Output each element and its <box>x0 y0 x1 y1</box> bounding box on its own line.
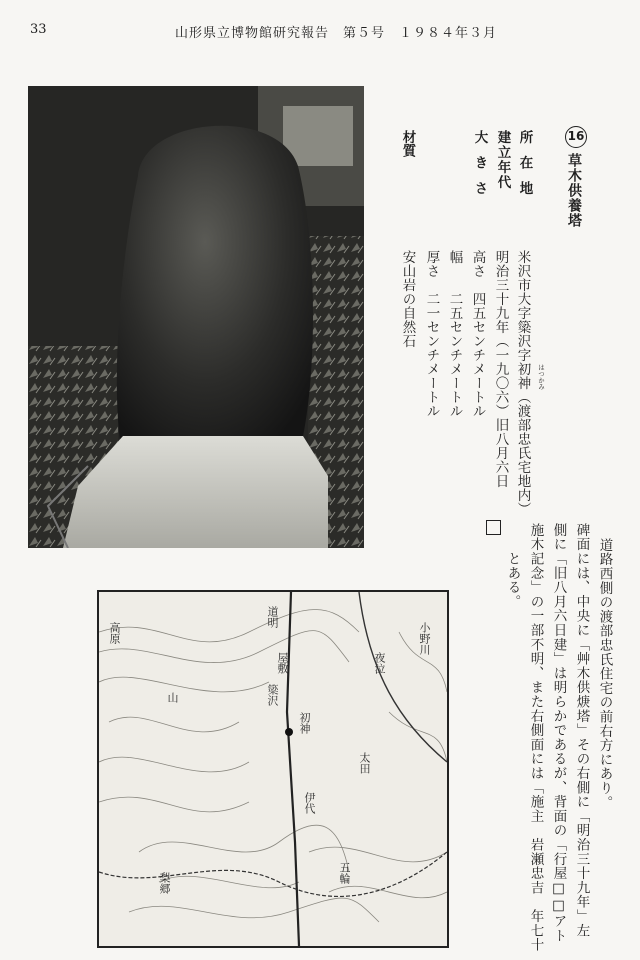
entry-number: 16 <box>565 126 587 148</box>
body-paragraph-line: 碑面には、中央に「艸木供焿塔」その右側に「明治三十九年」左 <box>573 523 590 938</box>
body-paragraph-line: 施木記念」の一部不明、また右側面には「施主 岩瀬忠吉 年七十 <box>527 523 544 952</box>
monument-photo <box>28 86 364 548</box>
furigana: はつかみ <box>537 364 545 390</box>
field-label: 建立年代 <box>494 130 511 190</box>
field-value: 高さ 四五センチメートル <box>469 250 486 418</box>
body-paragraph-line: 道路西側の渡部忠氏住宅の前右方にあり。 <box>596 538 613 810</box>
field-label: 所在地 <box>516 130 533 207</box>
field-value: 明治三十九年（一九〇六）旧八月六日 <box>492 250 509 488</box>
entry-title: 草木供養塔 <box>566 153 582 228</box>
field-value: 厚さ 二一センチメートル <box>423 250 440 418</box>
map-label: 屋敷 <box>276 652 289 674</box>
map-label: 太田 <box>358 752 371 774</box>
page-header <box>0 22 640 46</box>
body-paragraph-line: とある。 <box>504 523 521 609</box>
map-label: 山 <box>166 692 179 703</box>
map-label: 夜泣 <box>373 652 386 674</box>
field-value: 幅 二五センチメートル <box>446 250 463 418</box>
map-label: 簗沢 <box>266 684 279 706</box>
map-label: 道明 <box>266 606 279 628</box>
map-label: 五輪 <box>338 862 351 884</box>
field-value: 米沢市大字簗沢字初神（渡部忠氏宅地内） <box>514 250 531 516</box>
body-paragraph-line: 側に「旧八月六日建」は明らかであるが、背面の「行屋□□アト <box>550 523 567 943</box>
journal-title: 山形県立博物館研究報告 第５号 １９８４年３月 <box>175 26 498 41</box>
field-label: 材質 <box>399 130 416 157</box>
field-value: 安山岩の自然石 <box>399 250 416 348</box>
page-number: 33 <box>30 22 47 37</box>
map-label: 初神 <box>298 712 311 734</box>
map-label: 伊代 <box>303 792 316 814</box>
location-map <box>97 590 449 948</box>
map-label: 梨郷 <box>158 872 171 894</box>
map-label: 高原 <box>108 622 121 644</box>
field-label: 大きさ <box>471 130 488 207</box>
map-label: 小野川 <box>418 622 431 655</box>
illegible-character-box <box>486 520 501 535</box>
